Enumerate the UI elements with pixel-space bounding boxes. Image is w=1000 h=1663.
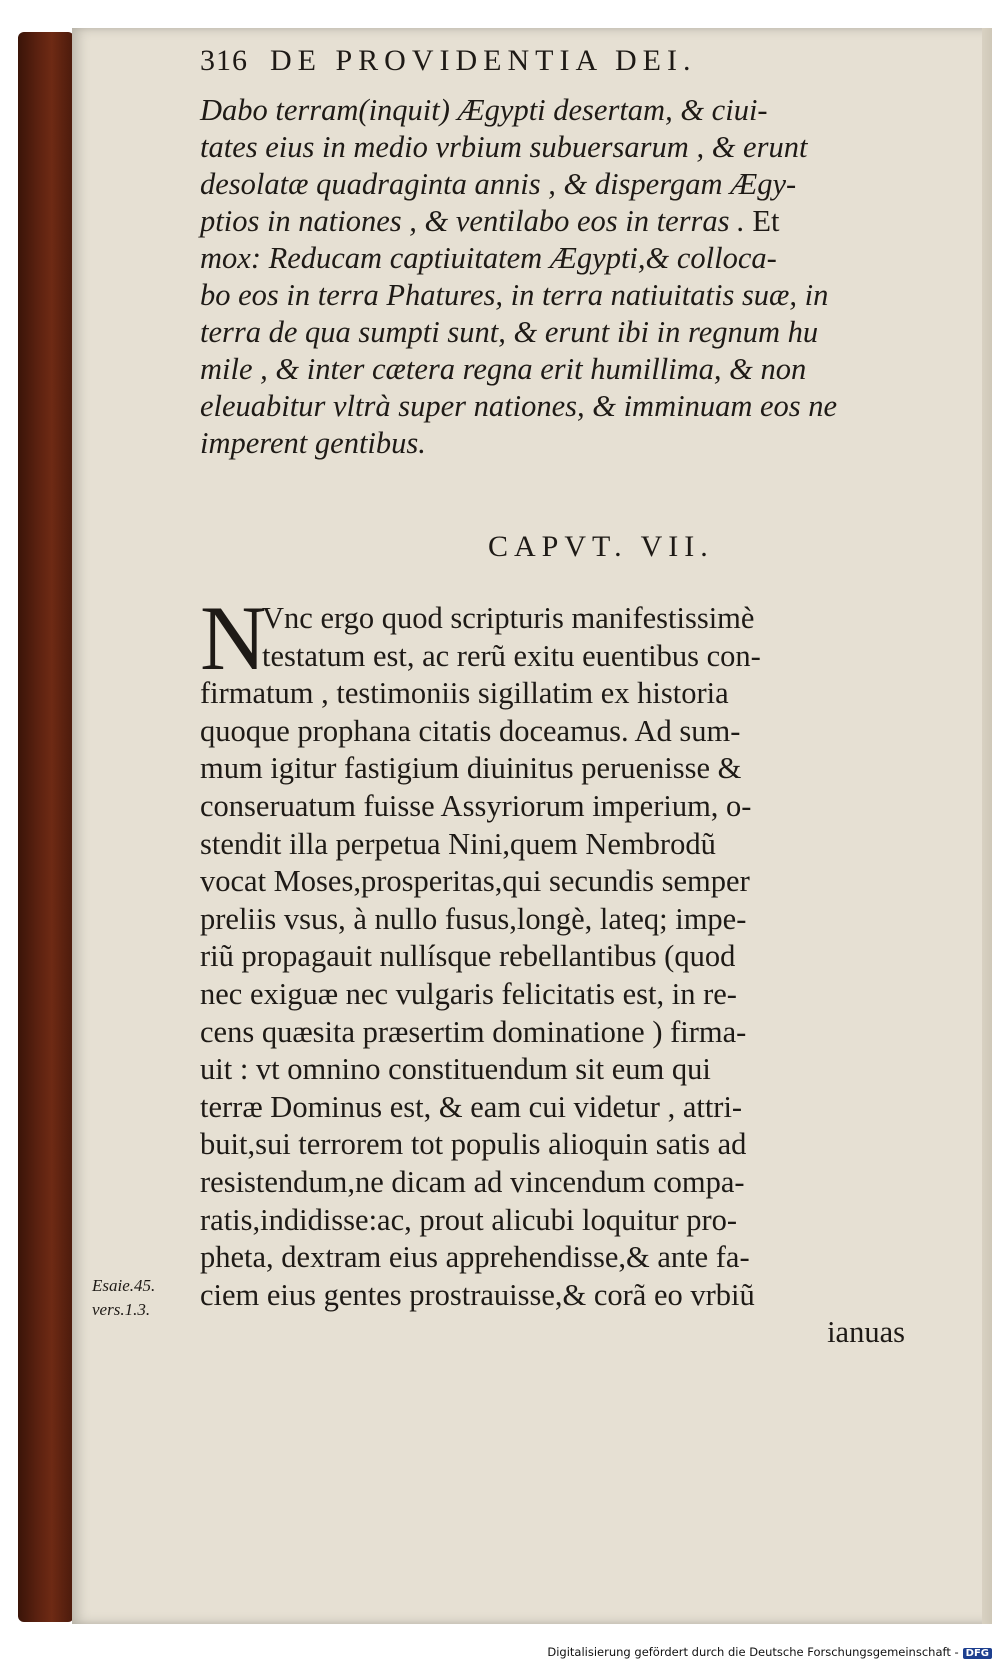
digitization-credit [547,1645,992,1659]
body-line: conseruatum fuisse Assyriorum imperium, o- [200,788,752,823]
quote-roman-insert: Et [752,204,780,238]
body-line: cens quæsita præsertim dominatione ) firma- [200,1014,747,1049]
quote-line: desolatæ quadraginta annis , & dispergam Ægy- [200,167,797,201]
quote-line: eleuabitur vltrà super nationes, & imminuam eos ne [200,389,838,423]
body-text [200,587,905,1352]
body-line: ciem eius gentes prostrauisse,& corã eo vrbiũ [200,1277,755,1312]
body-line: vocat Moses,prosperitas,qui secundis semper [200,864,750,899]
page-number: 316 [200,44,248,77]
quote-line: imperent gentibus. [200,426,426,460]
credit-text: Digitalisierung gefördert durch die Deutsche Forschungsgemeinschaft - [547,1645,959,1659]
body-line: ratis,indidisse:ac, prout alicubi loquitur pro- [200,1202,738,1237]
body-line: mum igitur fastigium diuinitus peruenisse & [200,751,742,786]
quote-line: mox: Reducam captiuitatem Ægypti,& colloca- [200,241,777,275]
book-binding [18,32,74,1622]
quote-line: bo eos in terra Phatures, in terra natiuitatis suæ, in [200,278,829,312]
drop-cap: N [200,587,267,689]
chapter-heading: CAPVT. VII. [488,530,714,563]
quote-line [200,203,900,240]
quote-line: mile , & inter cætera regna erit humillima, & non [200,352,807,386]
body-line: resistendum,ne dicam ad vincendum compa- [200,1164,745,1199]
running-head [200,44,696,78]
body-line: riũ propagauit nullísque rebellantibus (quod [200,939,736,974]
margin-note-line: Esaie.45. [92,1276,156,1295]
body-line: Vnc ergo quod scripturis manifestissimè [262,601,755,635]
body-line: buit,sui terrorem tot populis alioquin satis ad [200,1127,747,1162]
page-edge [982,28,992,1624]
body-line: uit : vt omnino constituendum sit eum qui [200,1052,711,1087]
quote-block [200,92,900,462]
catchword: ianuas [827,1315,905,1350]
body-line: testatum est, ac rerũ exitu euentibus con- [262,638,761,673]
body-line: terræ Dominus est, & eam cui videtur , attri- [200,1089,743,1124]
body-line: quoque prophana citatis doceamus. Ad sum- [200,713,741,748]
margin-note-line: vers.1.3. [92,1300,151,1319]
quote-line: Dabo terram(inquit) Ægypti desertam, & ciui- [200,93,768,127]
margin-note [92,1274,155,1322]
quote-line: tates eius in medio vrbium subuersarum , & erunt [200,130,808,164]
body-line: nec exiguæ nec vulgaris felicitatis est, in re- [200,976,737,1011]
quote-line: terra de qua sumpti sunt, & erunt ibi in regnum hu [200,315,819,349]
body-line: preliis vsus, à nullo fusus,longè, lateq; impe- [200,901,747,936]
quote-line-text: ptios in nationes , & ventilabo eos in terras . [200,204,745,238]
dfg-logo: DFG [963,1648,992,1659]
body-line: stendit illa perpetua Nini,quem Nembrodũ [200,826,716,861]
running-title: DE PROVIDENTIA DEI. [270,44,697,77]
body-line: firmatum , testimoniis sigillatim ex historia [200,676,729,711]
body-line: pheta, dextram eius apprehendisse,& ante fa- [200,1240,750,1275]
